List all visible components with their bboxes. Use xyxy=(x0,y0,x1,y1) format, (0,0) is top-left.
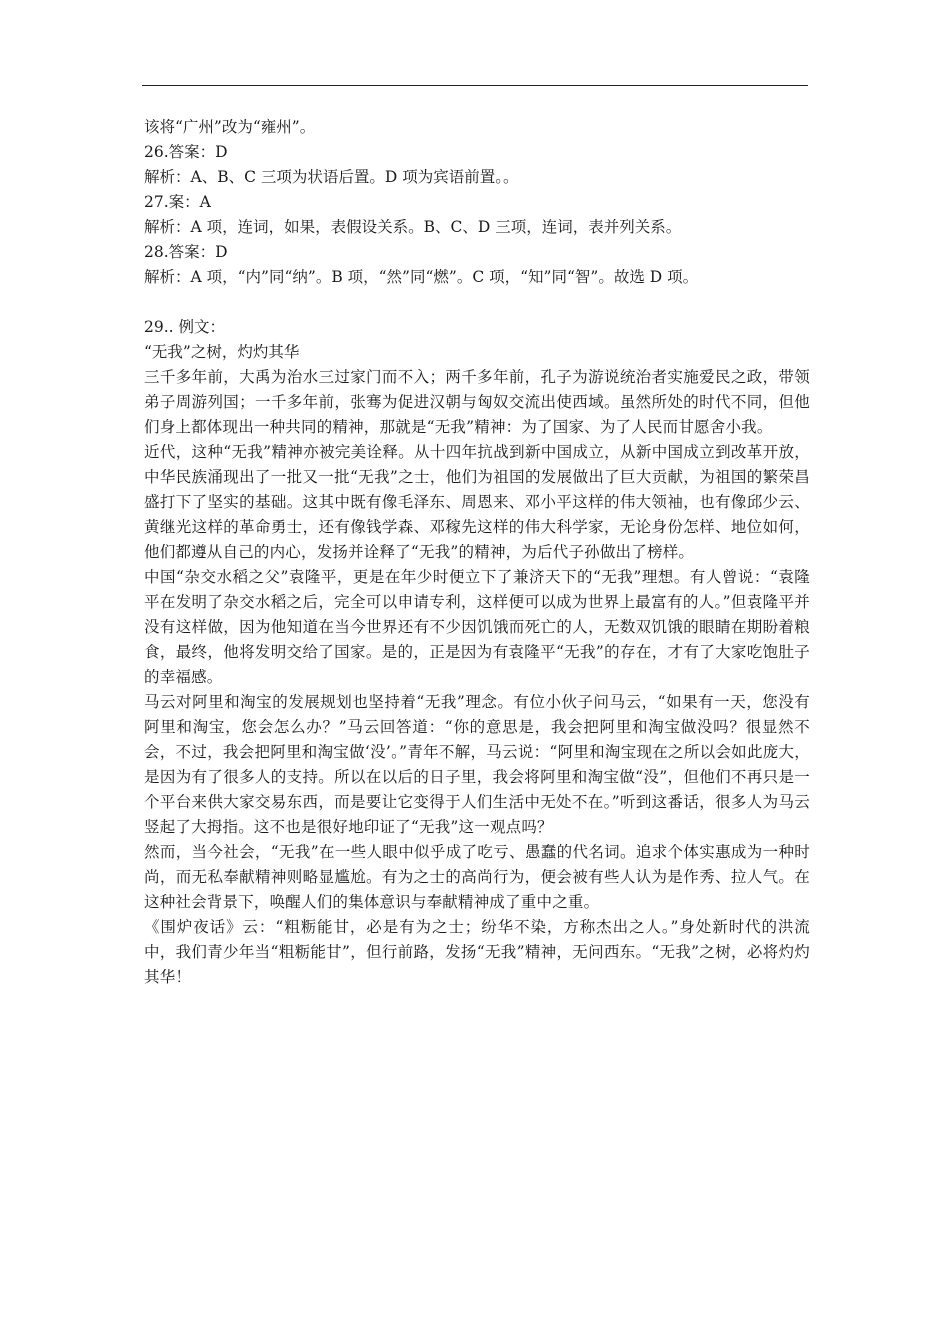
essay-title: “无我”之树，灼灼其华 xyxy=(144,343,300,361)
answer-line-continuation: 该将“广州”改为“雍州”。 xyxy=(144,118,316,136)
essay-paragraph-2: 近代，这种“无我”精神亦被完美诠释。从十四年抗战到新中国成立，从新中国成立到改革开放，中华民族涌现出了一批又一批“无我”之士，他们为祖国的发展做出了巨大贡献，为祖国的繁荣昌盛打下了坚实的基础。这其中既有像毛泽东、周恩来、邓小平这样的伟大领袖，也有像邱少云、黄继光这样的革命勇士，还有像钱学森、邓稼先这样的伟大科学家，无论身份怎样、地位如何，他们都遵从自己的内心，发扬并诠释了“无我”的精神，为后代子孙做出了榜样。 xyxy=(144,443,810,561)
analysis-26: 解析：A、B、C 三项为状语后置。D 项为宾语前置。。 xyxy=(144,168,519,186)
answer-26: 26.答案：D xyxy=(144,143,228,161)
essay-paragraph-3: 中国“杂交水稻之父”袁隆平，更是在年少时便立下了兼济天下的“无我”理想。有人曾说：“袁隆平在发明了杂交水稻之后，完全可以申请专利，这样便可以成为世界上最富有的人。”但袁隆平并没有这样做，因为他知道在当今世界还有不少因饥饿而死亡的人，无数双饥饿的眼睛在期盼着粮食，最终，他将发明交给了国家。是的，正是因为有袁隆平“无我”的存在，才有了大家吃饱肚子的幸福感。 xyxy=(144,568,810,686)
question-29-heading: 29.. 例文： xyxy=(144,318,226,336)
answer-27: 27.案：A xyxy=(144,193,211,211)
essay-paragraph-4: 马云对阿里和淘宝的发展规划也坚持着“无我”理念。有位小伙子问马云，“如果有一天，您没有阿里和淘宝，您会怎么办？”马云回答道：“你的意思是，我会把阿里和淘宝做没吗？很显然不会，不过，我会把阿里和淘宝做‘没’。”青年不解，马云说：“阿里和淘宝现在之所以会如此庞大，是因为有了很多人的支持。所以在以后的日子里，我会将阿里和淘宝做“没”，但他们不再只是一个平台来供大家交易东西，而是要让它变得于人们生活中无处不在。”听到这番话，很多人为马云竖起了大拇指。这不也是很好地印证了“无我”这一观点吗？ xyxy=(144,693,810,836)
essay-paragraph-6: 《围炉夜话》云：“粗粝能甘，必是有为之士；纷华不染，方称杰出之人。”身处新时代的洪流中，我们青少年当“粗粝能甘”，但行前路，发扬“无我”精神，无问西东。“无我”之树，必将灼灼其华！ xyxy=(144,918,810,986)
spacer xyxy=(144,290,810,315)
analysis-28: 解析：A 项，“内”同“纳”。B 项，“然”同“燃”。C 项，“知”同“智”。故选 D 项。 xyxy=(144,268,699,286)
header-rule xyxy=(142,85,808,86)
analysis-27: 解析：A 项，连词，如果，表假设关系。B、C、D 三项，连词，表并列关系。 xyxy=(144,218,682,236)
document-body xyxy=(144,115,810,990)
essay-paragraph-1: 三千多年前，大禹为治水三过家门而不入；两千多年前，孔子为游说统治者实施爱民之政，带领弟子周游列国；一千多年前，张骞为促进汉朝与匈奴交流出使西域。虽然所处的时代不同，但他们身上都体现出一种共同的精神，那就是“无我”精神：为了国家、为了人民而甘愿舍小我。 xyxy=(144,368,810,436)
essay-paragraph-5: 然而，当今社会，“无我”在一些人眼中似乎成了吃亏、愚蠢的代名词。追求个体实惠成为一种时尚，而无私奉献精神则略显尴尬。有为之士的高尚行为，便会被有些人认为是作秀、拉人气。在这种社会背景下，唤醒人们的集体意识与奉献精神成了重中之重。 xyxy=(144,843,810,911)
answer-28: 28.答案：D xyxy=(144,243,228,261)
